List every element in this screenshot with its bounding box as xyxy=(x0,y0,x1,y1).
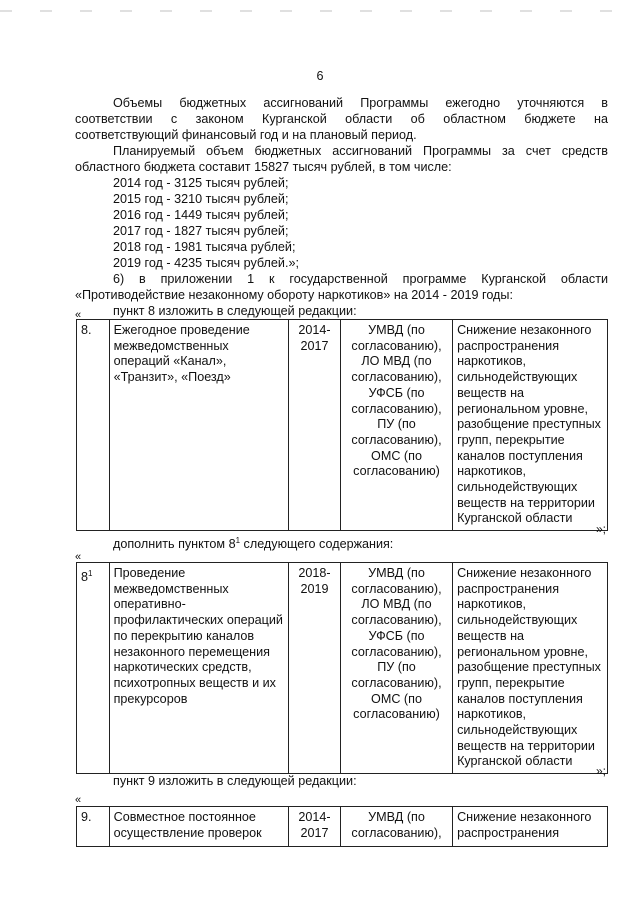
year-line-2017: 2017 год - 1827 тысяч рублей; xyxy=(113,224,289,238)
row-number: 8. xyxy=(77,320,110,531)
row-years: 2014-2017 xyxy=(288,807,340,847)
row-result: Снижение незаконного распространения xyxy=(453,807,608,847)
row-number-base: 8 xyxy=(81,570,89,585)
section6-line-1: 6) в приложении 1 к государственной программе Курганской области xyxy=(113,272,608,286)
row-executors: УМВД (по согласованию), xyxy=(340,807,452,847)
row-number-sup: 1 xyxy=(88,569,93,578)
budget-paragraph-line-1: Объемы бюджетных ассигнований Программы ежегодно уточняются в xyxy=(113,96,608,110)
row-action: Совместное постоянное осуществление проверок xyxy=(109,807,288,847)
scan-artifact xyxy=(0,10,640,12)
row-number: 9. xyxy=(77,807,110,847)
year-line-2014: 2014 год - 3125 тысяч рублей; xyxy=(113,176,289,190)
row-executors: УМВД (по согласованию), ЛО МВД (по согласованию), УФСБ (по согласованию), ПУ (по согласованию), ОМС (по согласованию) xyxy=(340,563,452,774)
row-number xyxy=(77,563,110,774)
open-quote-3: « xyxy=(75,794,82,806)
table-row-8 xyxy=(76,319,608,531)
planned-volume-line-2: областного бюджета составит 15827 тысяч рублей, в том числе: xyxy=(75,160,452,174)
supplement-line xyxy=(113,533,393,553)
supplement-text: дополнить пунктом 8 xyxy=(113,537,236,552)
table-row-9 xyxy=(76,806,608,847)
row-years: 2018-2019 xyxy=(288,563,340,774)
table-row-8-1 xyxy=(76,562,608,774)
section6-line-3: пункт 8 изложить в следующей редакции: xyxy=(113,304,357,318)
row-action: Ежегодное проведение межведомственных операций «Канал», «Транзит», «Поезд» xyxy=(109,320,288,531)
row-executors: УМВД (по согласованию), ЛО МВД (по согласованию), УФСБ (по согласованию), ПУ (по согласованию), ОМС (по согласованию) xyxy=(340,320,452,531)
open-quote-2: « xyxy=(75,551,82,563)
supplement-text-end: следующего содержания: xyxy=(240,537,394,552)
close-quote-2: »; xyxy=(595,764,606,778)
page-number: 6 xyxy=(316,69,324,83)
budget-paragraph-line-2: соответствии с законом Курганской области об областном бюджете на xyxy=(75,112,608,126)
planned-volume-line-1: Планируемый объем бюджетных ассигнований Программы за счет средств xyxy=(113,144,608,158)
year-line-2016: 2016 год - 1449 тысяч рублей; xyxy=(113,208,289,222)
budget-paragraph-line-3: соответствующий финансовый год и на плановый период. xyxy=(75,128,417,142)
row-result: Снижение незаконного распространения наркотиков, сильнодействующих веществ на региональном уровне, разобщение преступных групп, перекрытие каналов поступления наркотиков, сильнодействующих веществ на территории Курганской области xyxy=(453,563,608,774)
open-quote-1: « xyxy=(75,309,82,321)
close-quote-1: »; xyxy=(595,522,606,536)
row-result: Снижение незаконного распространения наркотиков, сильнодействующих веществ на региональном уровне, разобщение преступных групп, перекрытие каналов поступления наркотиков, сильнодействующих веществ на территории Курганской области xyxy=(453,320,608,531)
section6-line-2: «Противодействие незаконному обороту наркотиков» на 2014 - 2019 годы: xyxy=(75,288,513,302)
row-years: 2014-2017 xyxy=(288,320,340,531)
supplement-superscript: 1 xyxy=(235,536,241,545)
year-line-2018: 2018 год - 1981 тысяча рублей; xyxy=(113,240,296,254)
row-action: Проведение межведомственных оперативно-профилактических операций по перекрытию каналов незаконного перемещения наркотических средств, психотропных веществ и их прекурсоров xyxy=(109,563,288,774)
point9-intro: пункт 9 изложить в следующей редакции: xyxy=(113,774,357,788)
year-line-2015: 2015 год - 3210 тысяч рублей; xyxy=(113,192,289,206)
year-line-2019: 2019 год - 4235 тысяч рублей.»; xyxy=(113,256,299,270)
